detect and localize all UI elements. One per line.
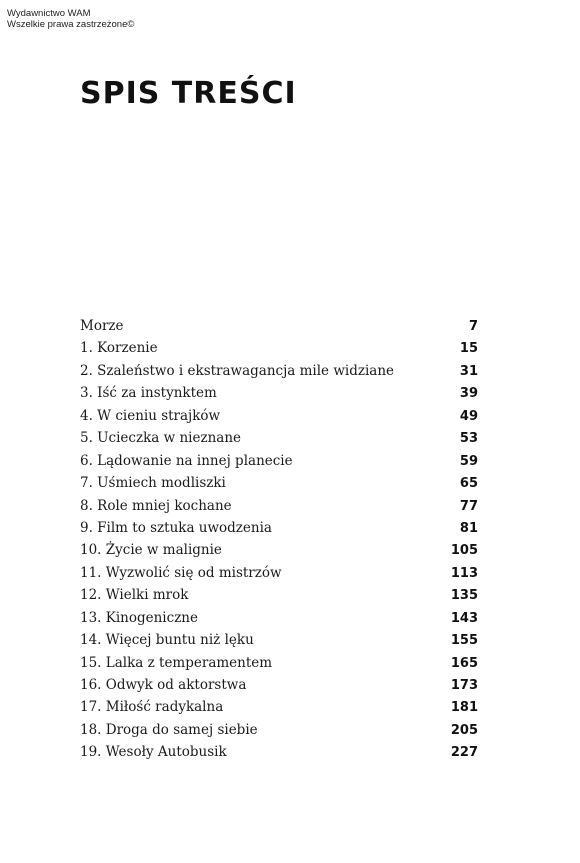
toc-entry-title: Morze <box>80 318 124 334</box>
toc-entry-page: 81 <box>459 520 478 536</box>
table-of-contents <box>80 315 478 764</box>
toc-entry-title: 10. Życie w malignie <box>80 542 222 559</box>
toc-entry <box>80 360 478 382</box>
toc-entry-page: 173 <box>450 678 478 693</box>
toc-entry <box>80 652 478 674</box>
toc-entry-title: 4. W cieniu strajków <box>80 407 221 424</box>
toc-entry-title: 13. Kinogeniczne <box>80 609 198 626</box>
toc-entry <box>80 517 478 539</box>
toc-entry <box>80 472 478 494</box>
publisher-name: Wydawnictwo WAM <box>7 8 91 19</box>
toc-entry-title: 2. Szaleństwo i ekstrawagancja mile widziane <box>80 362 395 379</box>
toc-entry <box>80 405 478 427</box>
page-title: SPIS TREŚCI <box>80 76 297 111</box>
copyright-notice: Wszelkie prawa zastrzeżone© <box>7 19 135 30</box>
toc-entry <box>80 696 478 718</box>
toc-entry-title: 5. Ucieczka w nieznane <box>80 430 241 447</box>
toc-entry <box>80 495 478 517</box>
toc-entry-page: 49 <box>459 408 478 424</box>
toc-entry-page: 53 <box>459 431 478 447</box>
toc-entry-page: 135 <box>450 588 478 604</box>
toc-entry-title: 15. Lalka z temperamentem <box>80 654 273 671</box>
toc-entry <box>80 427 478 449</box>
toc-entry <box>80 607 478 629</box>
toc-entry-title: 19. Wesoły Autobusik <box>80 744 227 761</box>
toc-entry-title: 11. Wyzwolić się od mistrzów <box>80 564 282 581</box>
toc-entry <box>80 382 478 404</box>
toc-entry-title: 17. Miłość radykalna <box>80 699 224 716</box>
toc-entry-page: 65 <box>459 476 478 492</box>
toc-entry-title: 8. Role mniej kochane <box>80 497 232 514</box>
toc-entry-page: 205 <box>450 722 478 738</box>
toc-entry-title: 18. Droga do samej siebie <box>80 721 258 738</box>
toc-entry-page: 39 <box>459 386 478 402</box>
toc-entry-title: 3. Iść za instynktem <box>80 385 217 402</box>
toc-entry <box>80 629 478 651</box>
toc-entry-title: 12. Wielki mrok <box>80 587 189 604</box>
toc-entry-page: 77 <box>459 498 478 514</box>
toc-entry <box>80 741 478 763</box>
toc-entry <box>80 674 478 696</box>
toc-entry-page: 165 <box>450 655 478 671</box>
toc-entry <box>80 315 478 337</box>
toc-entry <box>80 539 478 561</box>
toc-entry-page: 113 <box>450 565 478 581</box>
toc-entry <box>80 584 478 606</box>
toc-entry-page: 227 <box>450 745 478 761</box>
toc-entry-page: 15 <box>459 341 478 357</box>
toc-entry-page: 7 <box>468 319 478 334</box>
toc-entry <box>80 562 478 584</box>
publisher-note <box>7 8 134 30</box>
toc-entry <box>80 337 478 359</box>
toc-entry <box>80 719 478 741</box>
toc-entry <box>80 450 478 472</box>
toc-entry-title: 7. Uśmiech modliszki <box>80 475 226 492</box>
toc-entry-page: 181 <box>450 700 478 716</box>
toc-entry-page: 143 <box>450 610 478 626</box>
toc-entry-page: 105 <box>450 543 478 559</box>
toc-entry-title: 16. Odwyk od aktorstwa <box>80 677 247 693</box>
toc-entry-title: 9. Film to sztuka uwodzenia <box>80 519 272 536</box>
toc-entry-page: 155 <box>450 633 478 649</box>
toc-entry-title: 6. Lądowanie na innej planecie <box>80 452 293 469</box>
toc-entry-title: 14. Więcej buntu niż lęku <box>80 632 254 649</box>
toc-entry-page: 59 <box>459 453 478 469</box>
toc-entry-title: 1. Korzenie <box>80 340 158 357</box>
toc-entry-page: 31 <box>459 363 478 379</box>
